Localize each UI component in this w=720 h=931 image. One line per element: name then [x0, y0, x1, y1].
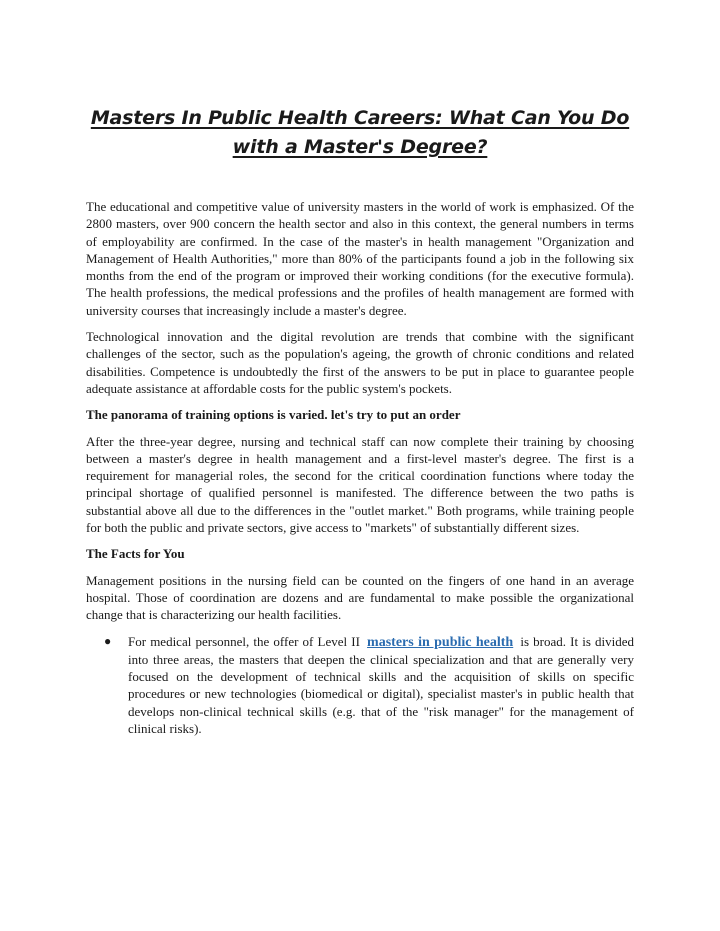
paragraph-innovation: Technological innovation and the digital revolution are trends that combine with the significant challenges of the sector, such as the population's ageing, the growth of chronic conditions and related disabilities. Competence is undoubtedly the first of the answers to be put in place to guarantee people adequate assistance at affordable costs for the public system's pockets. — [86, 329, 634, 396]
bullet-text-before: For medical personnel, the offer of Level II — [128, 633, 360, 649]
bullet-text-after: is broad. It is divided into three areas, the masters that deepen the clinical specialization and that are generally very focused on the development of technical skills and the acquisition of skills on specific procedures or new technologies (biomedical or digital), specialist master's in public health that develops non-clinical technical skills (e.g. that of the "risk manager" for the management of clinical risks). — [128, 633, 635, 737]
page-title: Masters In Public Health Careers: What Can You Do with a Master's Degree? — [90, 107, 630, 158]
paragraph-training-paths: After the three-year degree, nursing and technical staff can now complete their training by choosing between a master's degree in health management and a first-level master's degree. The first is a requirement for managerial roles, the second for the critical coordination functions where today the principal shortage of qualified personnel is manifested. The difference between the two paths is substantial above all due to the differences in the "outlet market." Both programs, while training people for both the public and private sectors, give access to "markets" of substantially different sizes. — [86, 433, 634, 536]
list-item — [86, 633, 634, 738]
bullet-icon: ● — [104, 633, 112, 648]
section-heading-facts: The Facts for You — [86, 546, 185, 562]
paragraph-intro: The educational and competitive value of university masters in the world of work is emphasized. Of the 2800 masters, over 900 concern the health sector and also in this context, the general numbers in terms of employability are confirmed. In the case of the master's in health management "Organization and Management of Health Authorities," more than 80% of the participants found a job in the following six months from the end of the program or improved their working conditions (for the executive formula). The health professions, the medical professions and the profiles of health management are formed with university courses that increasingly include a master's degree. — [86, 199, 634, 318]
masters-public-health-link[interactable]: masters in public health — [367, 634, 514, 650]
paragraph-management-positions: Management positions in the nursing field can be counted on the fingers of one hand in an average hospital. Those of coordination are dozens and are fundamental to make possible the organizational change that is characterizing our health facilities. — [86, 572, 634, 623]
bullet-list — [86, 633, 634, 738]
section-heading-panorama: The panorama of training options is varied. let's try to put an order — [86, 407, 461, 423]
